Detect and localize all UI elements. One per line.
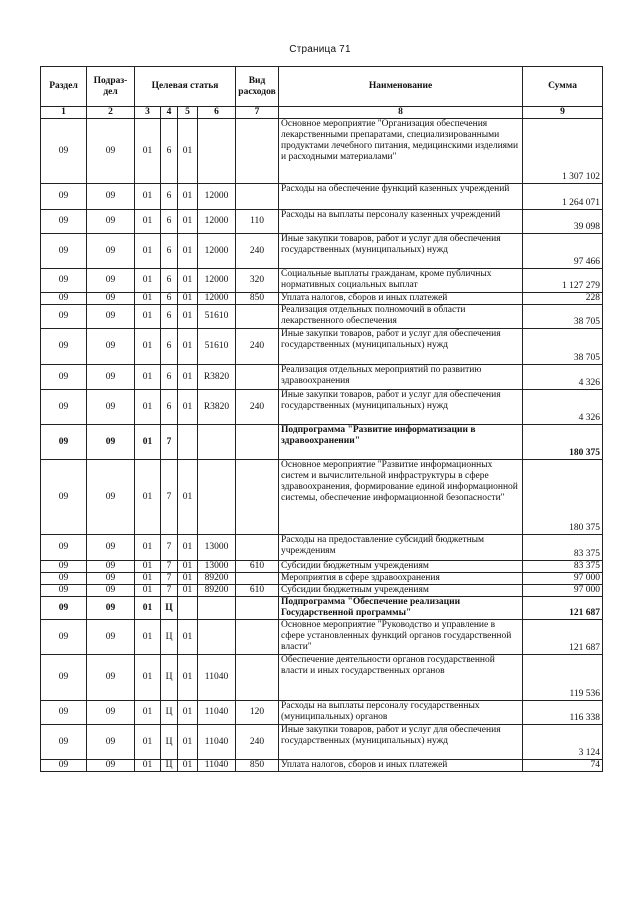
cell-subprogram: 6	[161, 210, 178, 234]
cell-subsection: 09	[87, 269, 135, 293]
cell-sum: 228	[523, 293, 603, 305]
table-row	[41, 760, 603, 772]
cell-event: 01	[178, 305, 198, 329]
col-number: 3	[135, 107, 161, 119]
cell-subsection: 09	[87, 119, 135, 184]
cell-direction: 12000	[198, 293, 236, 305]
table-row	[41, 269, 603, 293]
cell-exp-type	[236, 620, 279, 655]
cell-direction: 11040	[198, 701, 236, 725]
cell-section: 09	[41, 425, 87, 460]
cell-subprogram: Ц	[161, 597, 178, 620]
cell-section: 09	[41, 184, 87, 210]
cell-direction: 12000	[198, 234, 236, 269]
cell-subsection: 09	[87, 460, 135, 535]
cell-section: 09	[41, 305, 87, 329]
cell-name: Социальные выплаты гражданам, кроме публичных нормативных социальных выплат	[279, 269, 523, 293]
cell-subsection: 09	[87, 234, 135, 269]
header-row	[41, 67, 603, 107]
cell-name: Субсидии бюджетным учреждениям	[279, 561, 523, 573]
cell-section: 09	[41, 701, 87, 725]
cell-subsection: 09	[87, 573, 135, 585]
cell-direction: 13000	[198, 561, 236, 573]
cell-subprogram: Ц	[161, 655, 178, 701]
cell-section: 09	[41, 725, 87, 760]
cell-program: 01	[135, 119, 161, 184]
cell-sum: 83 375	[523, 561, 603, 573]
cell-sum: 121 687	[523, 620, 603, 655]
cell-exp-type	[236, 655, 279, 701]
table-row	[41, 184, 603, 210]
cell-subprogram: 6	[161, 329, 178, 365]
cell-sum: 180 375	[523, 460, 603, 535]
cell-direction: 12000	[198, 184, 236, 210]
cell-section: 09	[41, 210, 87, 234]
cell-program: 01	[135, 329, 161, 365]
page-header: Страница 71	[289, 44, 351, 55]
cell-direction: 11040	[198, 725, 236, 760]
cell-exp-type	[236, 425, 279, 460]
cell-sum: 180 375	[523, 425, 603, 460]
cell-name: Иные закупки товаров, работ и услуг для обеспечения государственных (муниципальных) нужд	[279, 390, 523, 425]
col-number: 4	[161, 107, 178, 119]
cell-exp-type	[236, 184, 279, 210]
cell-subprogram: 7	[161, 535, 178, 561]
cell-direction	[198, 597, 236, 620]
cell-exp-type	[236, 365, 279, 390]
col-header-name: Наименование	[279, 67, 523, 107]
cell-name: Расходы на выплаты персоналу казенных учреждений	[279, 210, 523, 234]
cell-subsection: 09	[87, 210, 135, 234]
cell-exp-type: 850	[236, 293, 279, 305]
col-header-exp-type: Вид расходов	[236, 67, 279, 107]
cell-subprogram: Ц	[161, 620, 178, 655]
cell-program: 01	[135, 234, 161, 269]
cell-section: 09	[41, 329, 87, 365]
cell-program: 01	[135, 210, 161, 234]
col-header-section: Раздел	[41, 67, 87, 107]
cell-sum: 116 338	[523, 701, 603, 725]
cell-subsection: 09	[87, 184, 135, 210]
cell-subprogram: 6	[161, 269, 178, 293]
cell-name: Иные закупки товаров, работ и услуг для обеспечения государственных (муниципальных) нужд	[279, 329, 523, 365]
cell-direction: 89200	[198, 585, 236, 597]
table-row	[41, 329, 603, 365]
table-row	[41, 210, 603, 234]
cell-sum: 1 127 279	[523, 269, 603, 293]
table-row	[41, 305, 603, 329]
cell-exp-type: 610	[236, 561, 279, 573]
cell-event: 01	[178, 390, 198, 425]
cell-event: 01	[178, 725, 198, 760]
cell-section: 09	[41, 390, 87, 425]
cell-subsection: 09	[87, 365, 135, 390]
cell-program: 01	[135, 184, 161, 210]
column-number-row	[41, 107, 603, 119]
cell-subprogram: Ц	[161, 725, 178, 760]
cell-direction: 51610	[198, 329, 236, 365]
cell-name: Основное мероприятие "Развитие информационных систем и вычислительной инфраструктуры в сфере здравоохранения, формирование единой информационной системы, обеспечение информационной безопасности"	[279, 460, 523, 535]
cell-name: Реализация отдельных мероприятий по развитию здравоохранения	[279, 365, 523, 390]
col-header-target: Целевая статья	[135, 67, 236, 107]
cell-event: 01	[178, 234, 198, 269]
cell-program: 01	[135, 390, 161, 425]
cell-event	[178, 597, 198, 620]
col-number: 8	[279, 107, 523, 119]
cell-exp-type: 120	[236, 701, 279, 725]
cell-direction	[198, 425, 236, 460]
cell-exp-type	[236, 597, 279, 620]
cell-exp-type	[236, 119, 279, 184]
cell-subsection: 09	[87, 561, 135, 573]
cell-section: 09	[41, 535, 87, 561]
cell-subprogram: 6	[161, 293, 178, 305]
cell-name: Уплата налогов, сборов и иных платежей	[279, 760, 523, 772]
cell-direction: 11040	[198, 655, 236, 701]
cell-event	[178, 425, 198, 460]
cell-subsection: 09	[87, 305, 135, 329]
table-row	[41, 425, 603, 460]
table-row	[41, 119, 603, 184]
cell-section: 09	[41, 234, 87, 269]
cell-subsection: 09	[87, 620, 135, 655]
cell-program: 01	[135, 760, 161, 772]
cell-exp-type: 850	[236, 760, 279, 772]
table-row	[41, 620, 603, 655]
cell-name: Подпрограмма "Развитие информатизации в здравоохранении"	[279, 425, 523, 460]
cell-subprogram: Ц	[161, 760, 178, 772]
cell-direction: 12000	[198, 269, 236, 293]
cell-sum: 4 326	[523, 390, 603, 425]
cell-program: 01	[135, 305, 161, 329]
cell-sum: 4 326	[523, 365, 603, 390]
table-row	[41, 725, 603, 760]
cell-event: 01	[178, 210, 198, 234]
cell-direction: R3820	[198, 365, 236, 390]
cell-event: 01	[178, 535, 198, 561]
cell-event: 01	[178, 760, 198, 772]
cell-sum: 119 536	[523, 655, 603, 701]
cell-event: 01	[178, 585, 198, 597]
cell-direction: 89200	[198, 573, 236, 585]
table-row	[41, 573, 603, 585]
table-row	[41, 561, 603, 573]
cell-subsection: 09	[87, 390, 135, 425]
cell-subprogram: Ц	[161, 701, 178, 725]
budget-table	[40, 66, 603, 772]
cell-event: 01	[178, 460, 198, 535]
table-row	[41, 655, 603, 701]
cell-exp-type: 240	[236, 234, 279, 269]
cell-program: 01	[135, 655, 161, 701]
cell-subsection: 09	[87, 585, 135, 597]
cell-program: 01	[135, 620, 161, 655]
cell-name: Основное мероприятие "Организация обеспечения лекарственными препаратами, специализированными продуктами лечебного питания, медицинскими изделиями и расходными материалами"	[279, 119, 523, 184]
cell-event: 01	[178, 561, 198, 573]
cell-subsection: 09	[87, 597, 135, 620]
cell-subsection: 09	[87, 329, 135, 365]
cell-sum: 83 375	[523, 535, 603, 561]
cell-direction: 12000	[198, 210, 236, 234]
cell-name: Подпрограмма "Обеспечение реализации Государственной программы"	[279, 597, 523, 620]
cell-exp-type: 240	[236, 725, 279, 760]
cell-section: 09	[41, 561, 87, 573]
cell-name: Субсидии бюджетным учреждениям	[279, 585, 523, 597]
cell-subsection: 09	[87, 535, 135, 561]
cell-event: 01	[178, 184, 198, 210]
cell-subprogram: 7	[161, 573, 178, 585]
cell-name: Мероприятия в сфере здравоохранения	[279, 573, 523, 585]
cell-subprogram: 6	[161, 305, 178, 329]
cell-sum: 97 000	[523, 585, 603, 597]
cell-subsection: 09	[87, 425, 135, 460]
cell-section: 09	[41, 119, 87, 184]
cell-section: 09	[41, 365, 87, 390]
cell-sum: 121 687	[523, 597, 603, 620]
cell-name: Основное мероприятие "Руководство и управление в сфере установленных функций органов государственной власти"	[279, 620, 523, 655]
cell-sum: 38 705	[523, 329, 603, 365]
cell-section: 09	[41, 293, 87, 305]
cell-exp-type: 240	[236, 390, 279, 425]
table-row	[41, 535, 603, 561]
col-number: 9	[523, 107, 603, 119]
cell-name: Уплата налогов, сборов и иных платежей	[279, 293, 523, 305]
table-row	[41, 701, 603, 725]
cell-section: 09	[41, 760, 87, 772]
cell-event: 01	[178, 701, 198, 725]
cell-subprogram: 6	[161, 365, 178, 390]
cell-subprogram: 6	[161, 119, 178, 184]
cell-direction: R3820	[198, 390, 236, 425]
cell-subsection: 09	[87, 701, 135, 725]
cell-name: Расходы на обеспечение функций казенных учреждений	[279, 184, 523, 210]
cell-program: 01	[135, 573, 161, 585]
table-row	[41, 234, 603, 269]
cell-direction: 51610	[198, 305, 236, 329]
cell-subprogram: 6	[161, 184, 178, 210]
cell-subprogram: 6	[161, 390, 178, 425]
cell-sum: 1 307 102	[523, 119, 603, 184]
cell-name: Реализация отдельных полномочий в области лекарственного обеспечения	[279, 305, 523, 329]
cell-subsection: 09	[87, 725, 135, 760]
cell-subprogram: 7	[161, 585, 178, 597]
cell-sum: 1 264 071	[523, 184, 603, 210]
cell-name: Обеспечение деятельности органов государственной власти и иных государственных органов	[279, 655, 523, 701]
cell-exp-type: 240	[236, 329, 279, 365]
cell-program: 01	[135, 425, 161, 460]
cell-section: 09	[41, 597, 87, 620]
cell-section: 09	[41, 573, 87, 585]
cell-program: 01	[135, 535, 161, 561]
cell-subprogram: 7	[161, 460, 178, 535]
cell-subsection: 09	[87, 760, 135, 772]
col-header-subsection: Подраз-дел	[87, 67, 135, 107]
cell-subsection: 09	[87, 655, 135, 701]
col-number: 5	[178, 107, 198, 119]
cell-section: 09	[41, 460, 87, 535]
col-number: 2	[87, 107, 135, 119]
cell-section: 09	[41, 655, 87, 701]
cell-event: 01	[178, 365, 198, 390]
table-row	[41, 293, 603, 305]
cell-program: 01	[135, 597, 161, 620]
col-number: 6	[198, 107, 236, 119]
col-number: 1	[41, 107, 87, 119]
cell-event: 01	[178, 655, 198, 701]
cell-exp-type	[236, 305, 279, 329]
cell-sum: 38 705	[523, 305, 603, 329]
cell-sum: 39 098	[523, 210, 603, 234]
cell-direction	[198, 460, 236, 535]
cell-program: 01	[135, 561, 161, 573]
cell-program: 01	[135, 585, 161, 597]
cell-exp-type	[236, 573, 279, 585]
cell-program: 01	[135, 365, 161, 390]
table-row	[41, 460, 603, 535]
cell-direction	[198, 620, 236, 655]
cell-event: 01	[178, 269, 198, 293]
cell-exp-type	[236, 535, 279, 561]
cell-program: 01	[135, 460, 161, 535]
cell-event: 01	[178, 573, 198, 585]
cell-exp-type	[236, 460, 279, 535]
cell-name: Иные закупки товаров, работ и услуг для обеспечения государственных (муниципальных) нужд	[279, 234, 523, 269]
cell-program: 01	[135, 725, 161, 760]
table-row	[41, 365, 603, 390]
cell-direction: 11040	[198, 760, 236, 772]
cell-event: 01	[178, 620, 198, 655]
cell-program: 01	[135, 293, 161, 305]
cell-name: Иные закупки товаров, работ и услуг для обеспечения государственных (муниципальных) нужд	[279, 725, 523, 760]
cell-event: 01	[178, 119, 198, 184]
cell-section: 09	[41, 620, 87, 655]
table-body	[41, 119, 603, 772]
col-number: 7	[236, 107, 279, 119]
cell-sum: 97 000	[523, 573, 603, 585]
cell-exp-type: 610	[236, 585, 279, 597]
cell-sum: 74	[523, 760, 603, 772]
cell-exp-type: 320	[236, 269, 279, 293]
cell-section: 09	[41, 269, 87, 293]
cell-section: 09	[41, 585, 87, 597]
cell-program: 01	[135, 701, 161, 725]
table-row	[41, 597, 603, 620]
cell-name: Расходы на выплаты персоналу государственных (муниципальных) органов	[279, 701, 523, 725]
cell-exp-type: 110	[236, 210, 279, 234]
cell-subprogram: 7	[161, 561, 178, 573]
cell-program: 01	[135, 269, 161, 293]
col-header-sum: Сумма	[523, 67, 603, 107]
table-row	[41, 585, 603, 597]
cell-subprogram: 6	[161, 234, 178, 269]
cell-subprogram: 7	[161, 425, 178, 460]
cell-sum: 97 466	[523, 234, 603, 269]
table-row	[41, 390, 603, 425]
cell-event: 01	[178, 329, 198, 365]
cell-direction: 13000	[198, 535, 236, 561]
cell-subsection: 09	[87, 293, 135, 305]
cell-event: 01	[178, 293, 198, 305]
cell-direction	[198, 119, 236, 184]
cell-name: Расходы на предоставление субсидий бюджетным учреждениям	[279, 535, 523, 561]
cell-sum: 3 124	[523, 725, 603, 760]
